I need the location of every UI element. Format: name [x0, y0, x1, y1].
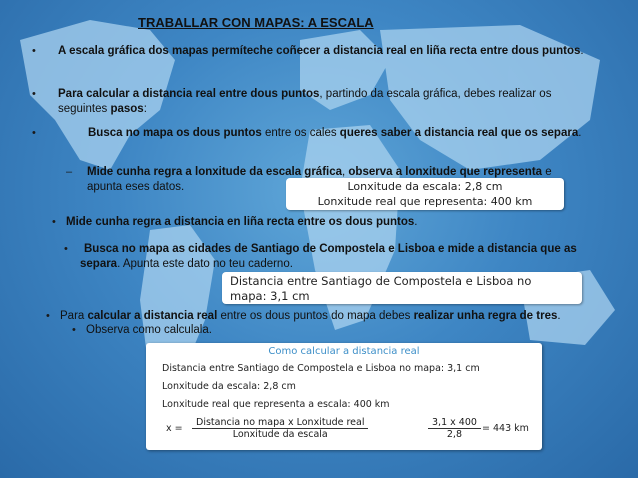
calc-line-distance: Distancia entre Santiago de Compostela e Lisboa no mapa: 3,1 cm [162, 363, 480, 374]
bullet-2: Para calcular a distancia real entre dous puntos, partindo da escala gráfica, debes realizar os seguintes pasos: [58, 88, 552, 115]
formula-numerator: Distancia no mapa x Lonxitude real [192, 417, 368, 429]
calc-line-scale: Lonxitude da escala: 2,8 cm [162, 381, 296, 392]
calc-x-equals: x = [166, 423, 183, 434]
distance-text-line2: mapa: 3,1 cm [230, 289, 310, 303]
scale-length-text: Lonxitude da escala: 2,8 cm [347, 180, 503, 193]
bullet-dot: • [64, 243, 68, 255]
calc-line-real: Lonxitude real que representa a escala: 400 km [162, 399, 390, 410]
scale-info-box [286, 178, 564, 210]
distance-info-box [222, 272, 582, 304]
bullet-dot: • [32, 88, 36, 100]
bullet-1: A escala gráfica dos mapas permíteche coñecer a distancia real en liña recta entre dous puntos. [58, 45, 584, 57]
bullet-dot: • [72, 324, 76, 336]
bullet-dot: • [52, 216, 56, 228]
bullet-7: Para calcular a distancia real entre os dous puntos do mapa debes realizar unha regra de tres. [60, 310, 561, 322]
scale-real-length-text: Lonxitude real que representa: 400 km [317, 195, 533, 208]
bullet-1-bold: A escala gráfica dos mapas permíteche coñecer a distancia real en liña recta entre dous puntos [58, 45, 581, 57]
calc-result: = 443 km [482, 423, 529, 434]
distance-text-line1: Distancia entre Santiago de Compostela e Lisboa no [230, 274, 532, 288]
bullet-6: Busca no mapa as cidades de Santiago de Compostela e Lisboa e mide a distancia que as separa. Apunta este dato no teu caderno. [80, 243, 577, 270]
bullet-8: Observa como calculala. [86, 324, 212, 336]
sub-bullet-dash: – [66, 166, 73, 178]
bullet-dot: • [32, 45, 36, 57]
bullet-3: Busca no mapa os dous puntos entre os cales queres saber a distancia real que os separa. [88, 127, 582, 139]
bullet-4: Mide cunha regra a lonxitude da escala gráfica, observa a lonxitude que representa e apunta eses datos. [87, 166, 552, 193]
calculation-box [146, 343, 542, 450]
bullet-dot: • [32, 127, 36, 139]
formula-fraction [192, 417, 368, 440]
bullet-dot: • [46, 310, 50, 322]
numeric-denominator: 2,8 [446, 429, 462, 440]
numeric-numerator: 3,1 x 400 [428, 417, 481, 429]
numeric-fraction [428, 417, 481, 440]
calculation-header: Como calcular a distancia real [268, 346, 420, 357]
page-title: TRABALLAR CON MAPAS: A ESCALA [138, 15, 374, 30]
bullet-5: Mide cunha regra a distancia en liña recta entre os dous puntos. [66, 216, 418, 228]
formula-denominator: Lonxitude da escala [232, 429, 328, 440]
